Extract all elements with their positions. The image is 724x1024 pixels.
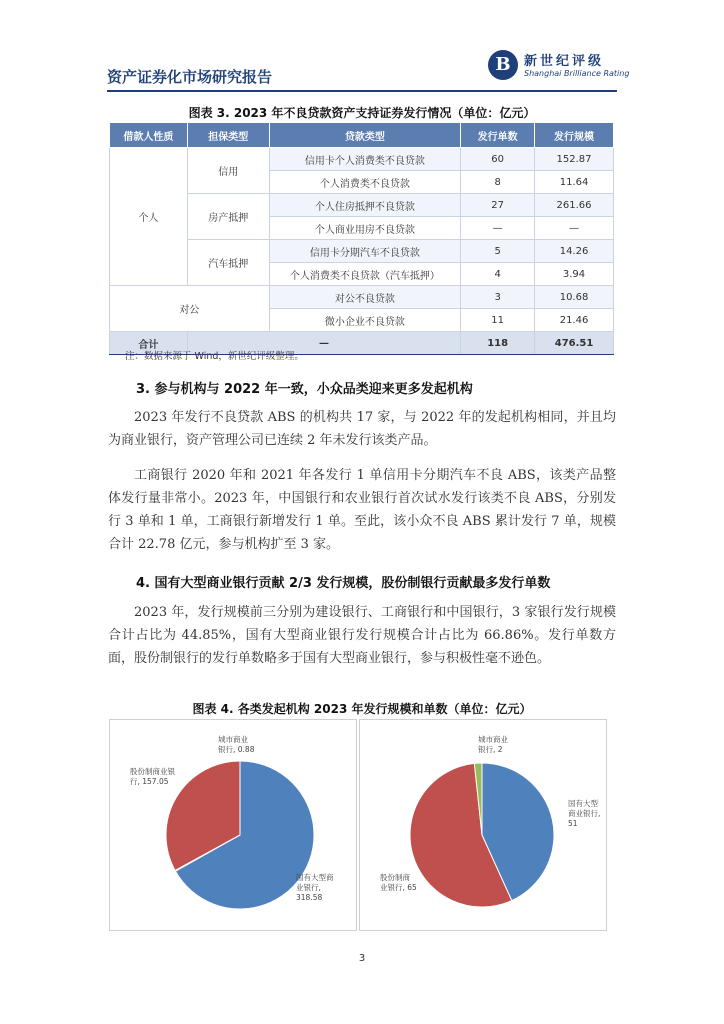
issue-count: 60	[461, 148, 535, 171]
logo-chinese-name: 新世纪评级	[524, 54, 605, 69]
issue-count: 5	[461, 240, 535, 263]
total-count: 118	[461, 332, 535, 355]
guarantee-car: 汽车抵押	[187, 240, 269, 286]
total-amount: 476.51	[535, 332, 614, 355]
issue-count: 4	[461, 263, 535, 286]
table-row	[110, 286, 614, 309]
section3-paragraph-2: 工商银行 2020 年和 2021 年各发行 1 单信用卡分期汽车不良 ABS，该类产品整体发行量非常小。2023 年，中国银行和农业银行首次试水发行该类不良 ABS，分别发行 3 单和 1 单，工商银行新增发行 1 单。至此，该小众不良 ABS 累计发行 7 单，规模合计 22.78 亿元，参与机构扩至 3 家。	[108, 468, 616, 552]
table3-caption: 图表 3. 2023 年不良贷款资产支持证券发行情况（单位：亿元）	[188, 106, 536, 120]
report-title: 资产证券化市场研究报告	[107, 68, 273, 86]
loan-type: 信用卡个人消费类不良贷款	[269, 148, 461, 171]
issue-count: 8	[461, 171, 535, 194]
loan-type: 个人商业用房不良贷款	[269, 217, 461, 240]
pie-chart-count-svg	[360, 720, 606, 930]
pie-chart-amount-svg	[110, 720, 356, 930]
section3-heading: 3. 参与机构与 2022 年一致，小众品类迎来更多发起机构	[136, 382, 473, 397]
issue-count: 11	[461, 309, 535, 332]
total-dash: —	[187, 332, 460, 355]
issue-amount: 261.66	[535, 194, 614, 217]
col-header: 担保类型	[187, 123, 269, 148]
issue-amount: —	[535, 217, 614, 240]
guarantee-housing: 房产抵押	[187, 194, 269, 240]
loan-type: 信用卡分期汽车不良贷款	[269, 240, 461, 263]
pie-chart-amount	[109, 719, 357, 931]
guarantee-credit: 信用	[187, 148, 269, 194]
col-header: 发行单数	[461, 123, 535, 148]
loan-type: 微小企业不良贷款	[269, 309, 461, 332]
table-row	[110, 148, 614, 171]
table3-note: 注：数据来源于 Wind，新世纪评级整理。	[125, 351, 304, 362]
issue-count: 27	[461, 194, 535, 217]
group-corporate: 对公	[110, 286, 270, 332]
pie-slice-label: 股份制商业银行, 65	[380, 873, 417, 892]
pie-slice-label: 股份制商业银行, 157.05	[130, 767, 175, 786]
pie-chart-count	[359, 719, 607, 931]
section3-paragraph-1: 2023 年发行不良贷款 ABS 的机构共 17 家，与 2022 年的发起机构相同，并且均为商业银行，资产管理公司已连续 2 年未发行该类产品。	[108, 410, 616, 448]
loan-type: 个人消费类不良贷款	[269, 171, 461, 194]
section4-heading: 4. 国有大型商业银行贡献 2/3 发行规模，股份制银行贡献最多发行单数	[136, 576, 551, 591]
page-number: 3	[358, 953, 366, 964]
logo-mark-icon: B	[488, 50, 518, 80]
loan-type: 对公不良贷款	[269, 286, 461, 309]
logo-english-name: Shanghai Brilliance Rating	[524, 69, 630, 78]
issue-amount: 14.26	[535, 240, 614, 263]
loan-type: 个人消费类不良贷款（汽车抵押）	[269, 263, 461, 286]
npl-abs-table	[109, 122, 614, 355]
col-header: 借款人性质	[110, 123, 188, 148]
header-divider	[107, 90, 617, 92]
table-header-row	[110, 123, 614, 148]
section4-paragraph-1: 2023 年，发行规模前三分别为建设银行、工商银行和中国银行，3 家银行发行规模合计占比为 44.85%，国有大型商业银行发行规模合计占比为 66.86%。发行单数方面，股份制银行的发行单数略多于国有大型商业银行，参与积极性毫不逊色。	[108, 605, 616, 666]
pie-slice-label: 城市商业银行, 2	[478, 735, 508, 754]
total-label: 合计	[110, 332, 188, 355]
issue-count: 3	[461, 286, 535, 309]
issue-amount: 152.87	[535, 148, 614, 171]
col-header: 贷款类型	[269, 123, 461, 148]
pie-slice-label: 国有大型商业银行, 51	[568, 799, 601, 828]
brand-logo	[488, 46, 630, 84]
issue-amount: 3.94	[535, 263, 614, 286]
issue-count: —	[461, 217, 535, 240]
col-header: 发行规模	[535, 123, 614, 148]
issue-amount: 11.64	[535, 171, 614, 194]
issue-amount: 21.46	[535, 309, 614, 332]
group-personal: 个人	[110, 148, 188, 286]
figure4-caption: 图表 4. 各类发起机构 2023 年发行规模和单数（单位：亿元）	[192, 702, 532, 716]
pie-slice-label: 国有大型商业银行, 318.58	[296, 873, 334, 902]
pie-slice-label: 城市商业银行, 0.88	[218, 735, 255, 754]
issue-amount: 10.68	[535, 286, 614, 309]
loan-type: 个人住房抵押不良贷款	[269, 194, 461, 217]
